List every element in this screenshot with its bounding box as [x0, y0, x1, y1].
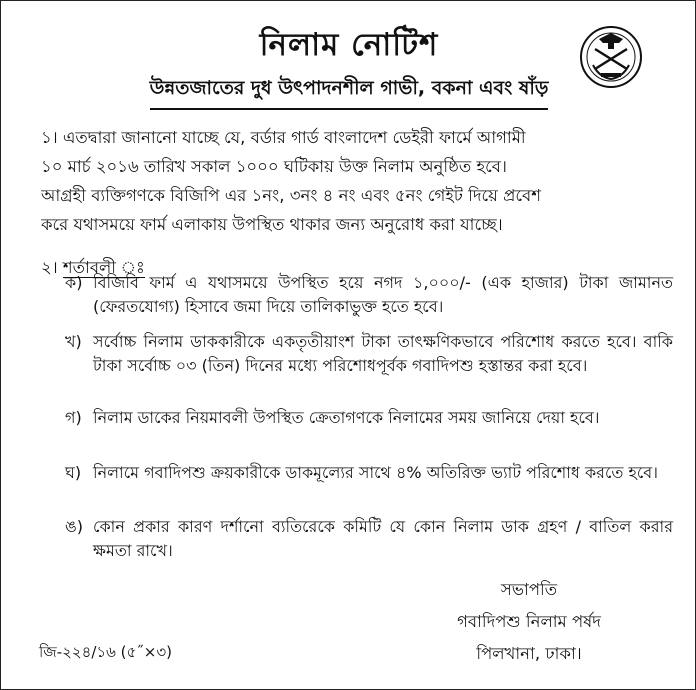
intro-line: করে যথাসময়ে ফার্ম এলাকায় উপস্থিত থাকার জন্য অনুরোধ করা যাচ্ছে। [41, 215, 503, 234]
conditions-number: ২। [41, 258, 58, 277]
condition-marker: ঘ) [65, 463, 82, 482]
condition-marker: ঙ) [65, 517, 83, 536]
signature-location: পিলখানা, ঢাকা। [476, 644, 582, 663]
reference-code: জি-২২৪/১৬ (৫˝×৩) [39, 643, 172, 661]
condition-marker: খ) [65, 332, 82, 351]
notice-title: নিলাম নোটিশ [259, 27, 439, 63]
condition-marker: ক) [65, 273, 83, 292]
notice-subtitle-wrap [1, 74, 696, 110]
intro-line: ১০ মার্চ ২০১৬ তারিখ সকাল ১০০০ ঘটিকায় উক্ত নিলাম অনুষ্ঠিত হবে। [41, 157, 507, 176]
signature-board: গবাদিপশু নিলাম পর্ষদ [457, 612, 601, 631]
condition-item [65, 461, 673, 485]
condition-text: বিজিবি ফার্ম এ যথাসময়ে উপস্থিত হয়ে নগদ ১,০০০/- (এক হাজার) টাকা জামানত (ফেরতযোগ্য) হিসাবে জমা দিয়ে তালিকাভুক্ত হতে হবে। [93, 273, 673, 316]
intro-line: আগ্রহী ব্যক্তিগণকে বিজিপি এর ১নং, ৩নং ৪ নং এবং ৫নং গেইট দিয়ে প্রবেশ [41, 186, 541, 205]
notice-subtitle: উন্নতজাতের দুধ উৎপাদনশীল গাভী, বকনা এবং ষাঁড় [150, 74, 549, 110]
condition-text: নিলাম ডাকের নিয়মাবলী উপস্থিত ক্রেতাগণকে নিলামের সময় জানিয়ে দেয়া হবে। [93, 408, 600, 427]
intro-paragraph [41, 123, 666, 239]
condition-text: কোন প্রকার কারণ দর্শানো ব্যতিরেকে কমিটি যে কোন নিলাম ডাক গ্রহণ / বাতিল করার ক্ষমতা রাখে। [93, 517, 673, 560]
condition-text: সর্বোচ্চ নিলাম ডাককারীকে একতৃতীয়াংশ টাকা তাৎক্ষণিকভাবে পরিশোধ করতে হবে। বাকি টাকা সর্বোচ্চ ০৩ (তিন) দিনের মধ্যে পরিশোধপূর্বক গবাদিপশু হস্তান্তর করা হবে। [93, 332, 673, 375]
condition-marker: গ) [65, 408, 82, 427]
condition-text: নিলামে গবাদিপশু ক্রয়কারীকে ডাকমূল্যের সাথে ৪% অতিরিক্ত ভ্যাট পরিশোধ করতে হবে। [93, 463, 658, 482]
conditions-title: শর্তাবলী ঃ [62, 258, 145, 277]
intro-line: ১। এতদ্বারা জানানো যাচ্ছে যে, বর্ডার গার্ড বাংলাদেশ ডেইরী ফার্মে আগামী [41, 128, 526, 147]
condition-item [65, 515, 673, 563]
condition-item [65, 271, 673, 319]
condition-item [65, 330, 673, 378]
signature-designation: সভাপতি [500, 580, 558, 599]
condition-item [65, 406, 673, 430]
